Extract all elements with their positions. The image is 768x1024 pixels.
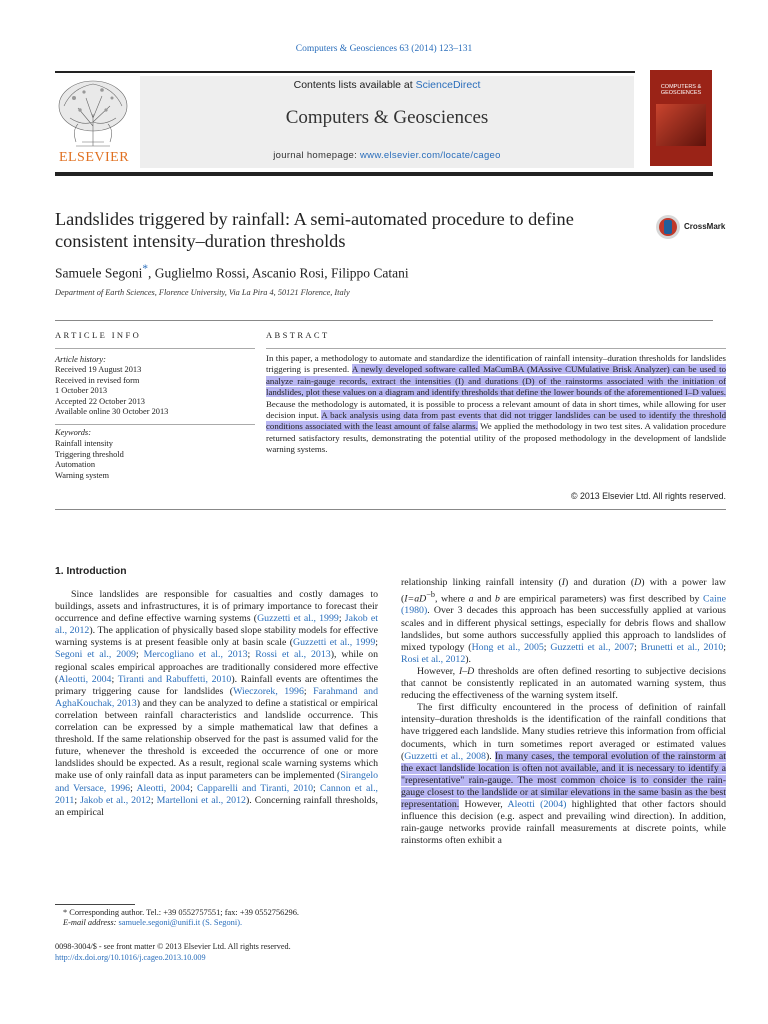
reference-link[interactable]: Cannon et al., 2011 [55, 782, 378, 806]
corresponding-author-mark[interactable]: * [142, 263, 148, 275]
reference-link[interactable]: Guzzetti et al., 2007 [550, 641, 635, 653]
text: highlighted that other factors should influence this decision (e.g. aspect and prevailing wind direction). In addition, rain-gauge networks provide rainfall measurements at discrete points, while rainstorms often exhibit a [401, 798, 726, 847]
text: ; [247, 649, 256, 661]
journal-name: Computers & Geosciences [285, 107, 489, 128]
cover-title: COMPUTERS & GEOSCIENCES [660, 84, 702, 97]
reference-link[interactable]: Rosi et al., 2012 [401, 653, 466, 665]
keyword: Warning system [55, 471, 109, 481]
paragraph [401, 702, 726, 847]
body-highlight[interactable]: In many cases, the temporal evolution of the rainstorm at the exact landslide location is often not available, and it is necessary to identify a "representative" rain-gauge. The most common choice is to consider the rain-gauge closest to the landslide or at similar elevations in the same basin as the best representation. [401, 750, 727, 810]
reference-link[interactable]: Tiranti and Rabuffetti, 2010 [117, 673, 232, 685]
keyword: Rainfall intensity [55, 438, 113, 448]
reference-link[interactable]: Hong et al., 2005 [471, 641, 544, 653]
issn-line: 0098-3004/$ - see front matter © 2013 Elsevier Ltd. All rights reserved. [55, 942, 291, 951]
reference-link[interactable]: Guzzetti et al., 1999 [257, 613, 339, 625]
text: However, [417, 665, 459, 677]
info-rule [55, 424, 255, 425]
symbol: I [561, 577, 566, 588]
abstract-heading: ABSTRACT [266, 330, 330, 340]
publisher-wordmark: ELSEVIER [58, 150, 130, 165]
masthead-top-rule [55, 71, 635, 73]
reference-link[interactable]: Aleotti, 2004 [58, 673, 112, 685]
footnote-email-line [63, 918, 378, 928]
affiliation: Department of Earth Sciences, Florence University, Via La Pira 4, 50121 Florence, Italy [55, 288, 350, 297]
text: ) and they can be analyzed to define a statistical or empirical correlation between rainfall characteristics and landslide occurrence. This correlation can be expressed by a simple mathematical law that defines a threshold. If the same relationship observed for the past is assumed valid for the future, whenever the threshold is exceeded the occurrence of one or more landslides should be expected. As a result, regional scale warning systems which make use of only rainfall data as input parameters can be implemented ( [55, 697, 379, 782]
reference-link[interactable]: Capparelli and Tiranti, 2010 [196, 782, 314, 794]
symbol: a [468, 593, 474, 605]
symbol: I–D [458, 665, 475, 677]
journal-cover-image [650, 70, 712, 166]
journal-citation[interactable]: Computers & Geosciences 63 (2014) 123–131 [295, 44, 473, 54]
symbol: D [634, 577, 642, 588]
contents-prefix: Contents lists available at [293, 79, 416, 91]
body-column-left [55, 589, 378, 819]
reference-link[interactable]: Mercogliano et al., 2013 [143, 649, 248, 661]
text: ; [543, 641, 551, 653]
equation-exponent: −b [426, 590, 435, 600]
equation: I=aD [404, 593, 427, 605]
email-label: E-mail address: [63, 918, 119, 928]
text: The first difficulty encountered in the process of definition of rainfall intensity–duration thresholds is the identification of the rainfall conditions that have triggered each landslide. Many studies retrieve this information from official documents, which in turn sometimes report averaged or estimated values ( [401, 702, 726, 762]
abstract-rule [266, 348, 726, 349]
reference-link[interactable]: Guzzetti et al., 1999 [293, 637, 376, 649]
reference-link[interactable]: Brunetti et al., 2010 [640, 641, 724, 653]
abstract-highlight[interactable]: A newly developed software called MaCumBA (MAssive CUMulative Brisk Analyzer) can be used to analyze rain-gauge records, extract the intensities (I) and durations (D) of the rainstorms associated with the initiation of landslides, plot these values on a diagram and identify thresholds that define the lower bounds of the aforementioned I–D values. [266, 364, 727, 398]
reference-link[interactable]: Rossi et al., 2013 [255, 649, 331, 661]
paragraph [401, 577, 726, 666]
text: thresholds are often defined resorting to subjective decisions that cannot be consistently replicated in an automated warning system, thus reducing the effectiveness of the warning system itself. [401, 665, 726, 702]
sciencedirect-link[interactable]: ScienceDirect [415, 79, 481, 91]
text: ; [74, 794, 81, 806]
reference-link[interactable]: Jakob et al., 2012 [80, 794, 151, 806]
history-item: Received 19 August 2013 [55, 365, 142, 375]
reference-link[interactable]: Aleotti (2004) [507, 798, 567, 810]
text: ; [130, 782, 137, 794]
footnote-rule [55, 904, 135, 905]
text: ), while on regional scales empirical approaches are traditionally considered more effective ( [55, 649, 379, 685]
text: ; [634, 641, 641, 653]
text: relationship linking rainfall intensity ( [401, 577, 562, 588]
text: ; [135, 649, 144, 661]
abstract-sentence: In this paper, a methodology to automate and standardize the identification of rainfall intensity–duration thresholds for landslides triggering is presented. [266, 353, 726, 375]
abstract-body [266, 353, 726, 456]
corresponding-author-footnote [55, 908, 378, 929]
email-link[interactable]: samuele.segoni@unifi.it (S. Segoni). [118, 918, 243, 928]
abstract-sentence: We applied the methodology in two test sites. A validation procedure returned satisfactory results, demonstrating the potential utility of the proposed methodology in the development of landslide warning systems. [266, 421, 726, 455]
reference-link[interactable]: Sirangelo and Versace, 1996 [55, 770, 378, 794]
keywords-title: Keywords: [55, 428, 91, 437]
text: Since landslides are responsible for casualties and costly damages to buildings, assets and infrastructures, it is of primary importance to forecast their occurrence and define effective warning systems ( [55, 589, 378, 625]
keyword: Automation [55, 460, 96, 470]
copyright-notice: © 2013 Elsevier Ltd. All rights reserved. [571, 491, 726, 501]
reference-link[interactable]: Wieczorek, 1996 [233, 685, 304, 697]
reference-link[interactable]: Segoni et al., 2009 [55, 649, 136, 661]
author-list [55, 263, 409, 282]
text: ). The application of physically based slope stability models for effective warning systems is at present feasible only at basin scale ( [55, 625, 378, 649]
body-column-right [401, 577, 726, 847]
text: ) with a power law ( [401, 577, 726, 605]
author-others: , Guglielmo Rossi, Ascanio Rosi, Filippo Catani [148, 265, 409, 281]
reference-link[interactable]: Caine (1980) [401, 593, 726, 617]
history-item: Accepted 22 October 2013 [55, 396, 145, 406]
history-item: Received in revised form [55, 375, 140, 385]
text: and [473, 593, 495, 605]
masthead-bottom-rule [55, 172, 713, 176]
info-top-rule [55, 320, 713, 321]
crossmark-label[interactable]: CrossMark [684, 222, 726, 231]
paragraph [401, 666, 726, 702]
abstract-highlight[interactable]: A back analysis using data from past events that did not trigger landslides can be used to identify the threshold conditions associated with the least amount of false alarms. [266, 410, 727, 432]
front-matter [55, 942, 378, 963]
text: . Over 3 decades this approach has been successfully applied at various scales and in different physical settings, especially for debris flows and shallow landslides, but some authors successfully applied this approach to landslides of mixed typology ( [401, 605, 726, 653]
info-rule [55, 348, 255, 349]
text: ; [303, 685, 314, 697]
text: ; [313, 782, 320, 794]
article-history [55, 355, 255, 417]
text: ; [723, 641, 726, 653]
paragraph [55, 589, 378, 819]
text: ). Concerning rainfall thresholds, an empirical [55, 794, 378, 818]
homepage-prefix: journal homepage: [273, 150, 360, 161]
text: ; [375, 637, 378, 649]
abstract-bottom-rule [55, 509, 726, 510]
keywords [55, 428, 255, 482]
symbol: b [494, 593, 500, 605]
abstract-sentence: Because the methodology is automated, it is possible to process a relevant amount of data in short times, while allowing for user decision input. [266, 398, 726, 421]
text: However, [459, 798, 508, 810]
journal-homepage [140, 150, 634, 161]
keyword: Triggering threshold [55, 449, 124, 459]
cover-artwork [656, 104, 706, 146]
text: ; [150, 794, 157, 806]
history-item: Available online 30 October 2013 [55, 407, 169, 417]
footnote-contact: * Corresponding author. Tel.: +39 0552757551; fax: +39 0552756296. [63, 908, 299, 917]
text: ). [465, 653, 472, 665]
contents-availability [140, 79, 634, 91]
reference-link[interactable]: Jakob et al., 2012 [55, 613, 379, 637]
section-heading: 1. Introduction [55, 566, 127, 577]
history-title: Article history: [55, 355, 106, 364]
text: ). Rainfall events are oftentimes the primary triggering cause for landslides ( [55, 673, 378, 697]
author-segoni[interactable]: Samuele Segoni [55, 265, 143, 281]
homepage-link[interactable]: www.elsevier.com/locate/cageo [360, 150, 501, 161]
text: ). [485, 750, 495, 762]
text: ; [190, 782, 197, 794]
reference-link[interactable]: Guzzetti et al., 2008 [404, 750, 486, 762]
history-item: 1 October 2013 [55, 386, 108, 396]
article-info-heading: ARTICLE INFO [55, 330, 142, 340]
text: ; [111, 673, 118, 685]
doi-link[interactable]: http://dx.doi.org/10.1016/j.cageo.2013.10.009 [55, 952, 206, 962]
reference-link[interactable]: Martelloni et al., 2012 [156, 794, 246, 806]
text: ) and duration ( [565, 577, 635, 588]
text: , where [434, 593, 469, 605]
text: are empirical parameters) was first described by [499, 593, 704, 605]
article-title: Landslides triggered by rainfall: A semi-automated procedure to define consistent intensity–duration thresholds [55, 209, 574, 251]
reference-link[interactable]: Aleotti, 2004 [136, 782, 191, 794]
text: ; [338, 613, 345, 625]
reference-link[interactable]: Farahmand and AghaKouchak, 2013 [55, 685, 378, 709]
